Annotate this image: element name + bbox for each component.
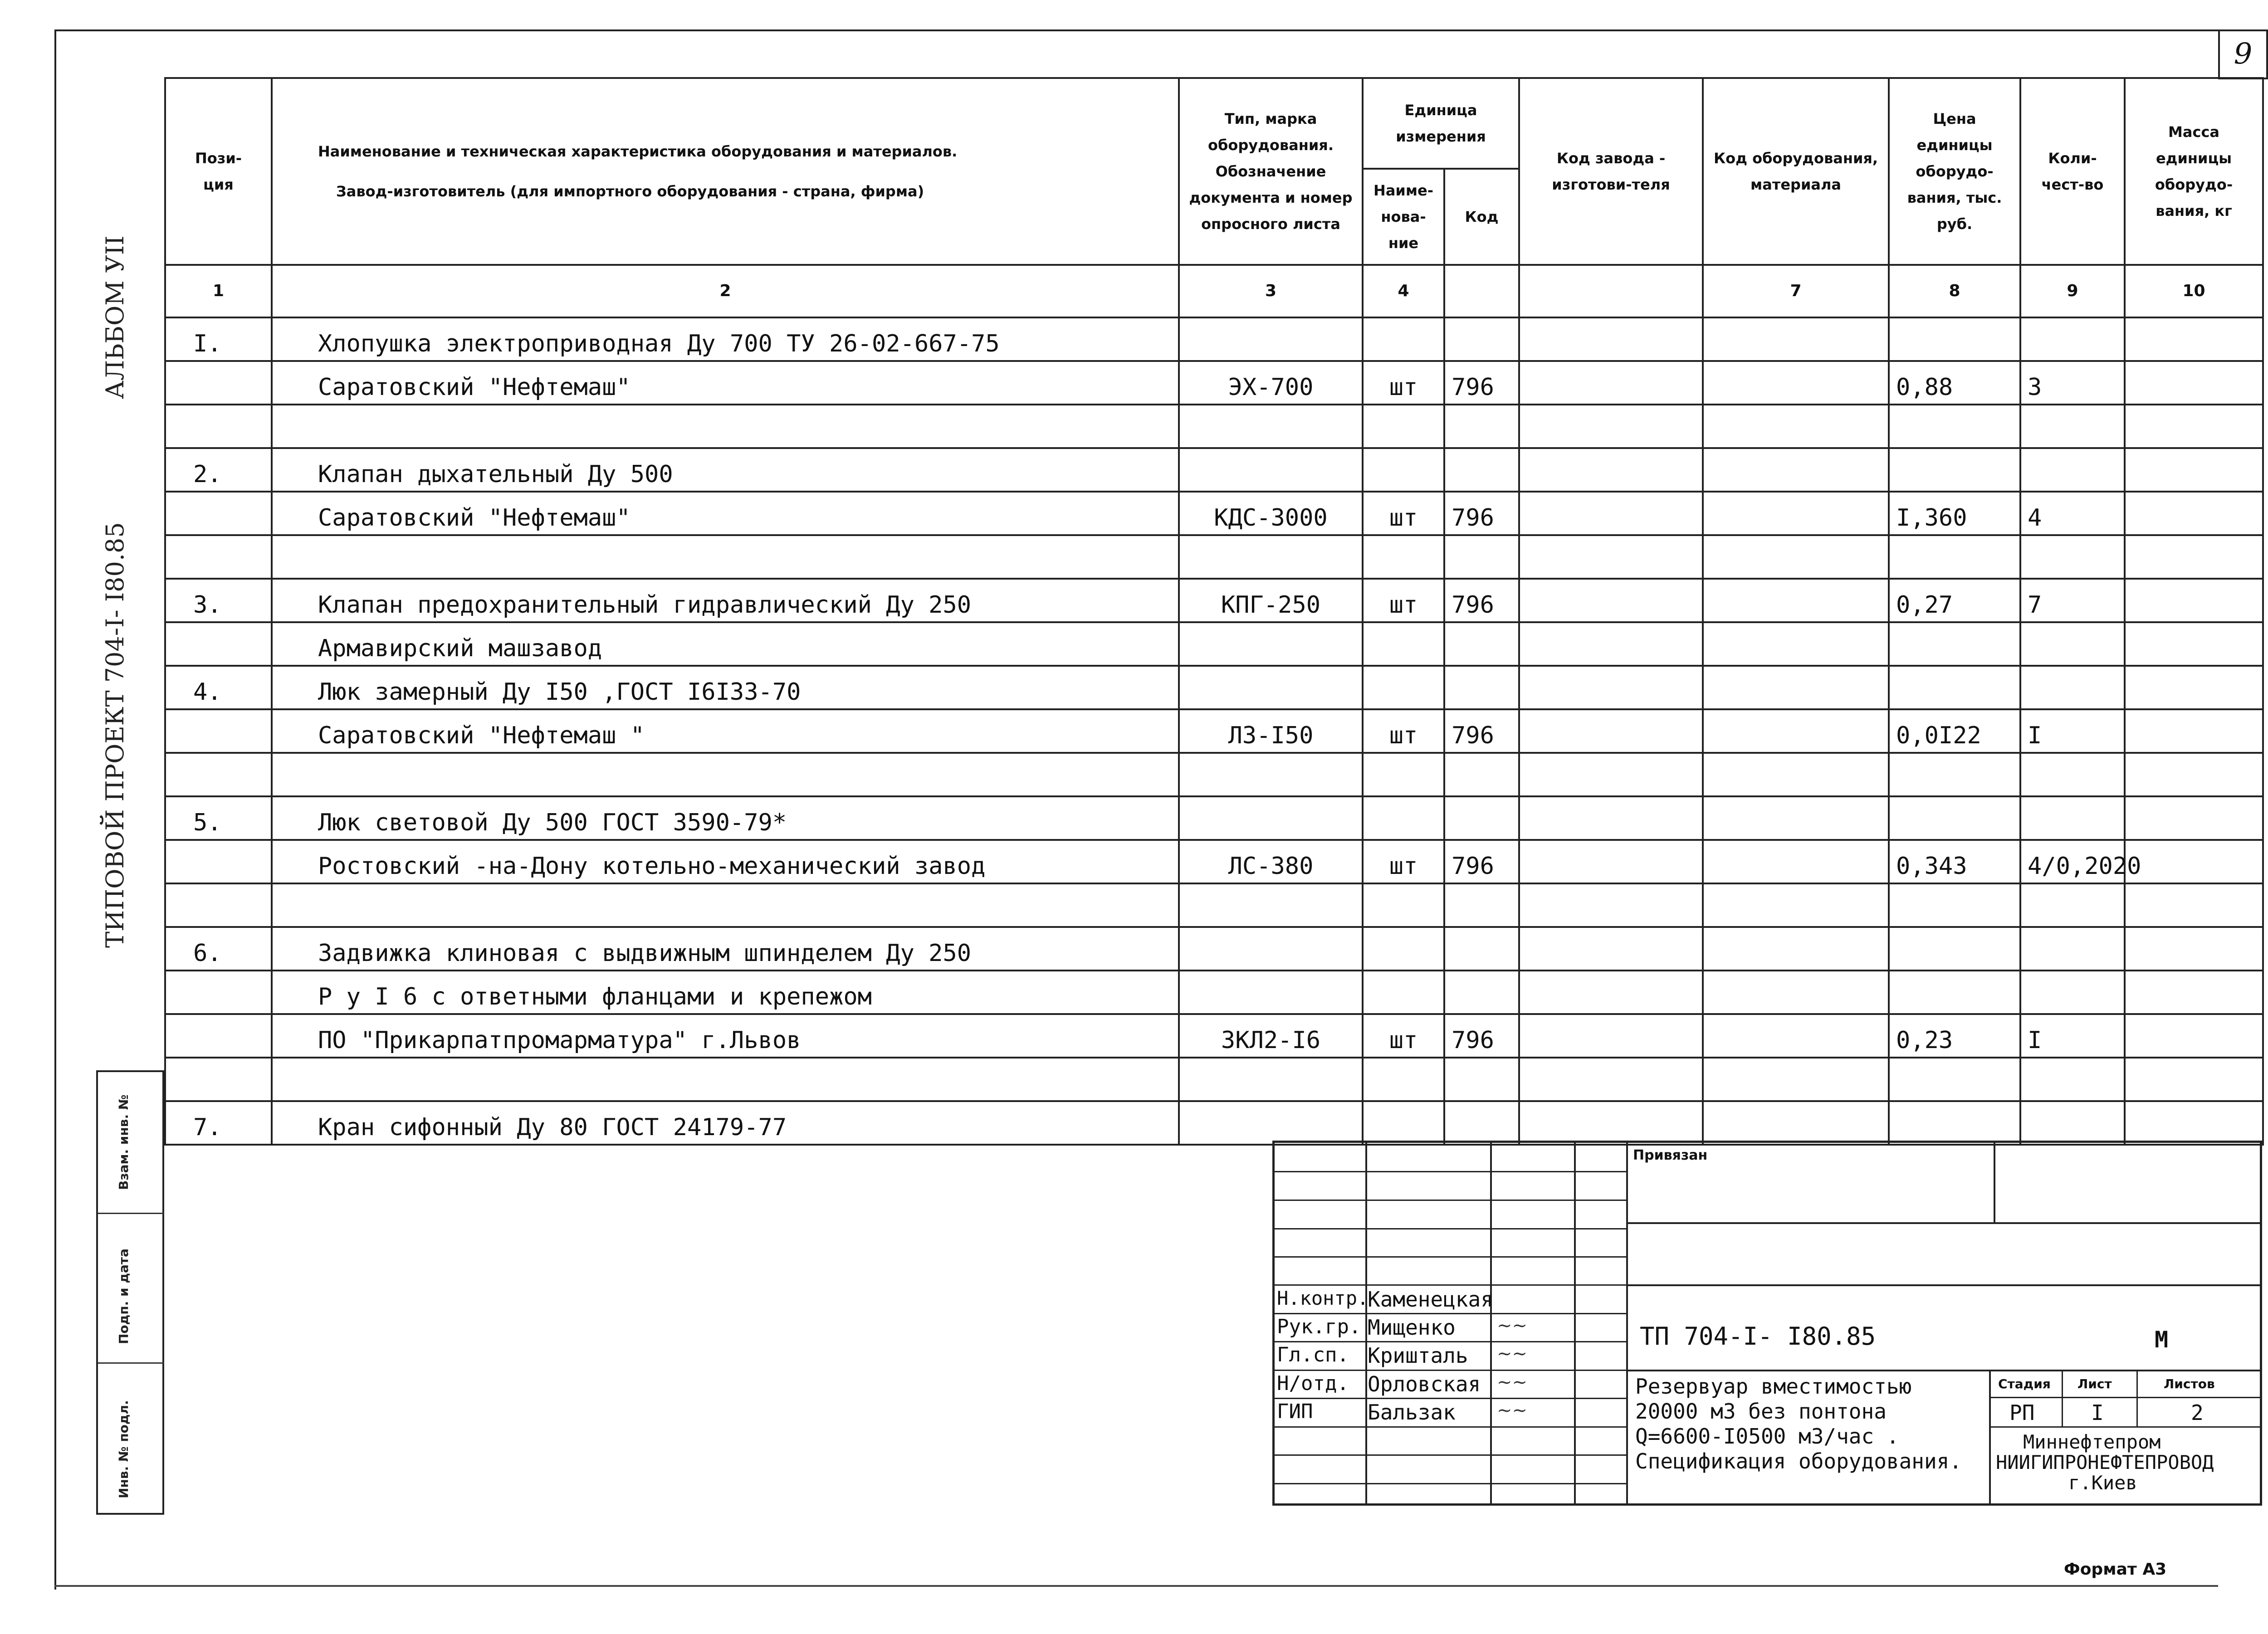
row-plant-code bbox=[1519, 1014, 1703, 1058]
table-row bbox=[165, 1058, 2263, 1101]
stamp-org-2: НИИГИПРОНЕФТЕПРОВОД bbox=[1996, 1451, 2214, 1473]
row-unit: шт bbox=[1363, 492, 1444, 535]
row-price: 0,88 bbox=[1889, 361, 2020, 405]
stamp-nachotd-label: Н/отд. bbox=[1277, 1372, 1349, 1395]
row-price: I,360 bbox=[1889, 492, 2020, 535]
colnum-8: 8 bbox=[1889, 265, 2020, 317]
row-equipment-code bbox=[1703, 796, 1889, 840]
row-price: 0,23 bbox=[1889, 1014, 2020, 1058]
colnum-3: 3 bbox=[1179, 265, 1363, 317]
row-unit: шт bbox=[1363, 361, 1444, 405]
row-quantity bbox=[2020, 666, 2125, 709]
row-quantity: I bbox=[2020, 1014, 2125, 1058]
row-position bbox=[165, 971, 272, 1014]
row-type bbox=[1179, 535, 1363, 579]
stamp-title-4: Спецификация оборудования. bbox=[1635, 1449, 1962, 1473]
row-quantity bbox=[2020, 883, 2125, 927]
table-body bbox=[165, 317, 2263, 1145]
row-position: 2. bbox=[165, 448, 272, 492]
row-mass bbox=[2125, 753, 2263, 796]
stamp-rukgr-label: Рук.гр. bbox=[1277, 1315, 1361, 1338]
row-unit: шт bbox=[1363, 1014, 1444, 1058]
colnum-6 bbox=[1519, 265, 1703, 317]
row-position bbox=[165, 1058, 272, 1101]
row-unit: шт bbox=[1363, 579, 1444, 622]
stamp-listov: 2 bbox=[2191, 1400, 2204, 1425]
row-quantity bbox=[2020, 1101, 2125, 1145]
table-row bbox=[165, 405, 2263, 448]
row-equipment-code bbox=[1703, 492, 1889, 535]
row-position: 7. bbox=[165, 1101, 272, 1145]
row-type bbox=[1179, 622, 1363, 666]
row-type bbox=[1179, 971, 1363, 1014]
colnum-10: 10 bbox=[2125, 265, 2263, 317]
row-position bbox=[165, 883, 272, 927]
row-quantity bbox=[2020, 405, 2125, 448]
row-unit-code bbox=[1444, 1058, 1519, 1101]
row-price bbox=[1889, 666, 2020, 709]
row-type bbox=[1179, 1058, 1363, 1101]
row-quantity bbox=[2020, 971, 2125, 1014]
row-unit bbox=[1363, 317, 1444, 361]
row-equipment-code bbox=[1703, 361, 1889, 405]
stamp-list: I bbox=[2091, 1400, 2104, 1425]
row-plant-code bbox=[1519, 317, 1703, 361]
header-type: Тип, марка оборудования. Обозначение документа и номер опросного листа bbox=[1179, 78, 1363, 265]
row-unit bbox=[1363, 753, 1444, 796]
row-type: КПГ-250 bbox=[1179, 579, 1363, 622]
row-quantity: 3 bbox=[2020, 361, 2125, 405]
row-mass bbox=[2125, 1014, 2263, 1058]
row-equipment-code bbox=[1703, 971, 1889, 1014]
row-price bbox=[1889, 1058, 2020, 1101]
row-price bbox=[1889, 753, 2020, 796]
row-mass bbox=[2125, 1058, 2263, 1101]
table-row bbox=[165, 840, 2263, 883]
row-unit-code bbox=[1444, 753, 1519, 796]
table-row bbox=[165, 535, 2263, 579]
row-unit bbox=[1363, 927, 1444, 971]
row-equipment-code bbox=[1703, 883, 1889, 927]
header-price: Цена единицы оборудо-вания, тыс. руб. bbox=[1889, 78, 2020, 265]
row-plant-code bbox=[1519, 709, 1703, 753]
stamp-org-1: Миннефтепром bbox=[2023, 1431, 2161, 1453]
row-unit-code: 796 bbox=[1444, 840, 1519, 883]
row-unit-code bbox=[1444, 927, 1519, 971]
table-row bbox=[165, 448, 2263, 492]
row-position bbox=[165, 361, 272, 405]
row-plant-code bbox=[1519, 448, 1703, 492]
row-unit-code bbox=[1444, 883, 1519, 927]
row-unit bbox=[1363, 1058, 1444, 1101]
table-row bbox=[165, 883, 2263, 927]
left-approval-strip bbox=[96, 1070, 164, 1515]
side-album-label: АЛЬБОМ УII bbox=[101, 235, 129, 399]
row-mass bbox=[2125, 492, 2263, 535]
header-name bbox=[272, 78, 1179, 265]
row-name: Ростовский -на-Дону котельно-механический завод bbox=[272, 840, 1179, 883]
row-equipment-code bbox=[1703, 622, 1889, 666]
stamp-nkontr-name: Каменецкая bbox=[1368, 1287, 1493, 1312]
colnum-5 bbox=[1444, 265, 1519, 317]
row-name bbox=[272, 753, 1179, 796]
row-unit-code bbox=[1444, 1101, 1519, 1145]
row-name bbox=[272, 883, 1179, 927]
row-price bbox=[1889, 927, 2020, 971]
row-price: 0,343 bbox=[1889, 840, 2020, 883]
row-quantity: 7 bbox=[2020, 579, 2125, 622]
row-name: Армавирский машзавод bbox=[272, 622, 1179, 666]
row-name: Задвижка клиновая с выдвижным шпинделем Ду 250 bbox=[272, 927, 1179, 971]
row-unit-code: 796 bbox=[1444, 579, 1519, 622]
row-mass bbox=[2125, 927, 2263, 971]
row-type bbox=[1179, 448, 1363, 492]
sheet-number: 9 bbox=[2218, 29, 2268, 79]
row-type: ЭХ-700 bbox=[1179, 361, 1363, 405]
row-mass bbox=[2125, 448, 2263, 492]
row-mass bbox=[2125, 361, 2263, 405]
row-type: КДС-3000 bbox=[1179, 492, 1363, 535]
row-quantity: 4 bbox=[2020, 492, 2125, 535]
table-row bbox=[165, 1014, 2263, 1058]
header-unit-name: Наиме-нова-ние bbox=[1363, 169, 1444, 265]
signature-1: ~~ bbox=[1497, 1315, 1528, 1336]
row-mass bbox=[2125, 883, 2263, 927]
row-mass bbox=[2125, 1101, 2263, 1145]
row-unit-code bbox=[1444, 622, 1519, 666]
row-position: I. bbox=[165, 317, 272, 361]
table-row bbox=[165, 1101, 2263, 1145]
row-type bbox=[1179, 1101, 1363, 1145]
row-type bbox=[1179, 883, 1363, 927]
stamp-nkontr-label: Н.контр. bbox=[1277, 1287, 1369, 1309]
row-unit bbox=[1363, 535, 1444, 579]
row-price bbox=[1889, 971, 2020, 1014]
row-mass bbox=[2125, 796, 2263, 840]
row-type: ЛЗ-I50 bbox=[1179, 709, 1363, 753]
row-name: Саратовский "Нефтемаш" bbox=[272, 361, 1179, 405]
stamp-stadia-label: Стадия bbox=[1998, 1376, 2051, 1391]
row-plant-code bbox=[1519, 883, 1703, 927]
row-position: 4. bbox=[165, 666, 272, 709]
row-position bbox=[165, 492, 272, 535]
row-equipment-code bbox=[1703, 579, 1889, 622]
stamp-stadia: РП bbox=[2009, 1400, 2035, 1425]
table-row bbox=[165, 492, 2263, 535]
row-price bbox=[1889, 622, 2020, 666]
side-project-label: ТИПОВОЙ ПРОЕКТ 704-I- I80.85 bbox=[101, 522, 129, 948]
row-quantity bbox=[2020, 317, 2125, 361]
stamp-title-3: Q=6600-I0500 м3/час . bbox=[1635, 1424, 1899, 1449]
row-type bbox=[1179, 927, 1363, 971]
row-equipment-code bbox=[1703, 1014, 1889, 1058]
row-unit-code bbox=[1444, 971, 1519, 1014]
row-position: 5. bbox=[165, 796, 272, 840]
row-name: Люк световой Ду 500 ГОСТ 3590-79* bbox=[272, 796, 1179, 840]
stamp-glsp-name: Кришталь bbox=[1368, 1343, 1468, 1368]
row-quantity bbox=[2020, 448, 2125, 492]
row-type bbox=[1179, 666, 1363, 709]
header-mass: Масса единицы оборудо-вания, кг bbox=[2125, 78, 2263, 265]
stamp-title-2: 20000 м3 без понтона bbox=[1635, 1399, 1887, 1424]
strip-label-3: Инв. № подл. bbox=[116, 1400, 131, 1498]
colnum-7: 7 bbox=[1703, 265, 1889, 317]
row-quantity bbox=[2020, 796, 2125, 840]
row-position bbox=[165, 840, 272, 883]
row-name bbox=[272, 535, 1179, 579]
row-unit-code: 796 bbox=[1444, 361, 1519, 405]
row-name bbox=[272, 1058, 1179, 1101]
row-unit bbox=[1363, 1101, 1444, 1145]
row-position bbox=[165, 709, 272, 753]
row-equipment-code bbox=[1703, 535, 1889, 579]
row-quantity bbox=[2020, 753, 2125, 796]
colnum-4: 4 bbox=[1363, 265, 1444, 317]
table-row bbox=[165, 753, 2263, 796]
row-unit-code bbox=[1444, 405, 1519, 448]
row-type bbox=[1179, 796, 1363, 840]
row-equipment-code bbox=[1703, 927, 1889, 971]
row-price bbox=[1889, 535, 2020, 579]
row-unit bbox=[1363, 666, 1444, 709]
row-position bbox=[165, 405, 272, 448]
strip-label-1: Взам. инв. № bbox=[116, 1094, 131, 1190]
table-row bbox=[165, 709, 2263, 753]
row-price: 0,27 bbox=[1889, 579, 2020, 622]
row-equipment-code bbox=[1703, 317, 1889, 361]
row-plant-code bbox=[1519, 927, 1703, 971]
stamp-nachotd-name: Орловская bbox=[1368, 1372, 1481, 1396]
stamp-gip-label: ГИП bbox=[1277, 1400, 1313, 1423]
row-position bbox=[165, 753, 272, 796]
colnum-9: 9 bbox=[2020, 265, 2125, 317]
table-row bbox=[165, 971, 2263, 1014]
stamp-org-3: г.Киев bbox=[2068, 1472, 2137, 1494]
row-type bbox=[1179, 753, 1363, 796]
row-equipment-code bbox=[1703, 666, 1889, 709]
stamp-mark: М bbox=[2155, 1327, 2169, 1353]
table-row bbox=[165, 622, 2263, 666]
row-plant-code bbox=[1519, 971, 1703, 1014]
stamp-title-1: Резервуар вместимостью bbox=[1635, 1374, 1912, 1399]
specification-table bbox=[164, 77, 2264, 1146]
row-unit bbox=[1363, 405, 1444, 448]
header-position: Пози- ция bbox=[165, 78, 272, 265]
row-plant-code bbox=[1519, 535, 1703, 579]
row-plant-code bbox=[1519, 405, 1703, 448]
row-mass bbox=[2125, 579, 2263, 622]
row-name: Клапан дыхательный Ду 500 bbox=[272, 448, 1179, 492]
row-unit bbox=[1363, 448, 1444, 492]
strip-label-2: Подп. и дата bbox=[116, 1248, 131, 1344]
row-unit-code bbox=[1444, 535, 1519, 579]
format-label: Формат А3 bbox=[2064, 1560, 2167, 1579]
signature-4: ~~ bbox=[1497, 1400, 1528, 1421]
row-equipment-code bbox=[1703, 709, 1889, 753]
header-unit: Единица измерения bbox=[1363, 78, 1519, 169]
title-block bbox=[1272, 1141, 2262, 1506]
row-position bbox=[165, 535, 272, 579]
row-unit-code: 796 bbox=[1444, 492, 1519, 535]
row-price bbox=[1889, 883, 2020, 927]
row-unit-code bbox=[1444, 666, 1519, 709]
row-quantity bbox=[2020, 1058, 2125, 1101]
row-type bbox=[1179, 405, 1363, 448]
stamp-listov-label: Листов bbox=[2164, 1376, 2215, 1391]
row-price bbox=[1889, 317, 2020, 361]
row-position: 3. bbox=[165, 579, 272, 622]
row-type bbox=[1179, 317, 1363, 361]
table-row bbox=[165, 361, 2263, 405]
row-plant-code bbox=[1519, 796, 1703, 840]
row-equipment-code bbox=[1703, 753, 1889, 796]
header-equipment-code: Код оборудования, материала bbox=[1703, 78, 1889, 265]
row-unit-code: 796 bbox=[1444, 1014, 1519, 1058]
stamp-list-label: Лист bbox=[2077, 1376, 2112, 1391]
stamp-doc-code: ТП 704-I- I80.85 bbox=[1640, 1322, 1876, 1351]
stamp-rukgr-name: Мищенко bbox=[1368, 1315, 1456, 1340]
row-name: Люк замерный Ду I50 ,ГОСТ I6I33-70 bbox=[272, 666, 1179, 709]
row-mass bbox=[2125, 840, 2263, 883]
row-mass bbox=[2125, 971, 2263, 1014]
row-price bbox=[1889, 448, 2020, 492]
row-price bbox=[1889, 1101, 2020, 1145]
row-plant-code bbox=[1519, 840, 1703, 883]
row-type: ЛС-380 bbox=[1179, 840, 1363, 883]
header-unit-code: Код bbox=[1444, 169, 1519, 265]
row-equipment-code bbox=[1703, 1101, 1889, 1145]
row-quantity bbox=[2020, 535, 2125, 579]
stamp-gip-name: Бальзак bbox=[1368, 1400, 1456, 1424]
header-quantity: Коли-чест-во bbox=[2020, 78, 2125, 265]
row-unit-code bbox=[1444, 317, 1519, 361]
stamp-privyazan: Привязан bbox=[1633, 1147, 1708, 1163]
row-unit-code: 796 bbox=[1444, 709, 1519, 753]
signature-3: ~~ bbox=[1497, 1372, 1528, 1393]
row-unit-code bbox=[1444, 796, 1519, 840]
row-plant-code bbox=[1519, 666, 1703, 709]
row-unit bbox=[1363, 622, 1444, 666]
colnum-2: 2 bbox=[272, 265, 1179, 317]
row-plant-code bbox=[1519, 622, 1703, 666]
row-name: Р у I 6 с ответными фланцами и крепежом bbox=[272, 971, 1179, 1014]
row-price bbox=[1889, 796, 2020, 840]
row-name: Кран сифонный Ду 80 ГОСТ 24179-77 bbox=[272, 1101, 1179, 1145]
row-unit: шт bbox=[1363, 709, 1444, 753]
row-price: 0,0I22 bbox=[1889, 709, 2020, 753]
row-mass bbox=[2125, 317, 2263, 361]
row-plant-code bbox=[1519, 492, 1703, 535]
row-mass bbox=[2125, 622, 2263, 666]
header-name-line1: Наименование и техническая характеристика оборудования и материалов. bbox=[318, 143, 958, 160]
row-quantity: I bbox=[2020, 709, 2125, 753]
row-plant-code bbox=[1519, 753, 1703, 796]
row-position bbox=[165, 1014, 272, 1058]
row-equipment-code bbox=[1703, 448, 1889, 492]
row-plant-code bbox=[1519, 361, 1703, 405]
header-plant-code: Код завода - изготови-теля bbox=[1519, 78, 1703, 265]
row-name bbox=[272, 405, 1179, 448]
row-unit: шт bbox=[1363, 840, 1444, 883]
row-equipment-code bbox=[1703, 405, 1889, 448]
row-plant-code bbox=[1519, 579, 1703, 622]
row-type: ЗКЛ2-I6 bbox=[1179, 1014, 1363, 1058]
row-plant-code bbox=[1519, 1101, 1703, 1145]
bottom-border bbox=[54, 1585, 2218, 1587]
row-quantity bbox=[2020, 622, 2125, 666]
row-equipment-code bbox=[1703, 840, 1889, 883]
row-position bbox=[165, 622, 272, 666]
table-row bbox=[165, 927, 2263, 971]
header-name-line2: Завод-изготовитель (для импортного оборудования - страна, фирма) bbox=[336, 183, 924, 200]
row-mass bbox=[2125, 709, 2263, 753]
row-equipment-code bbox=[1703, 1058, 1889, 1101]
row-name: Хлопушка электроприводная Ду 700 ТУ 26-02-667-75 bbox=[272, 317, 1179, 361]
stamp-glsp-label: Гл.сп. bbox=[1277, 1343, 1349, 1366]
row-mass bbox=[2125, 666, 2263, 709]
table-row bbox=[165, 317, 2263, 361]
table-row bbox=[165, 796, 2263, 840]
row-unit bbox=[1363, 883, 1444, 927]
row-unit bbox=[1363, 796, 1444, 840]
row-unit bbox=[1363, 971, 1444, 1014]
row-name: ПО "Прикарпатпромарматура" г.Львов bbox=[272, 1014, 1179, 1058]
row-quantity: 4/0,2020 bbox=[2020, 840, 2125, 883]
signature-2: ~~ bbox=[1497, 1343, 1528, 1364]
row-mass bbox=[2125, 535, 2263, 579]
row-price bbox=[1889, 405, 2020, 448]
row-unit-code bbox=[1444, 448, 1519, 492]
row-plant-code bbox=[1519, 1058, 1703, 1101]
row-quantity bbox=[2020, 927, 2125, 971]
colnum-1: 1 bbox=[165, 265, 272, 317]
table-row bbox=[165, 579, 2263, 622]
row-name: Саратовский "Нефтемаш" bbox=[272, 492, 1179, 535]
table-row bbox=[165, 666, 2263, 709]
row-name: Клапан предохранительный гидравлический Ду 250 bbox=[272, 579, 1179, 622]
row-mass bbox=[2125, 405, 2263, 448]
row-name: Саратовский "Нефтемаш " bbox=[272, 709, 1179, 753]
row-position: 6. bbox=[165, 927, 272, 971]
